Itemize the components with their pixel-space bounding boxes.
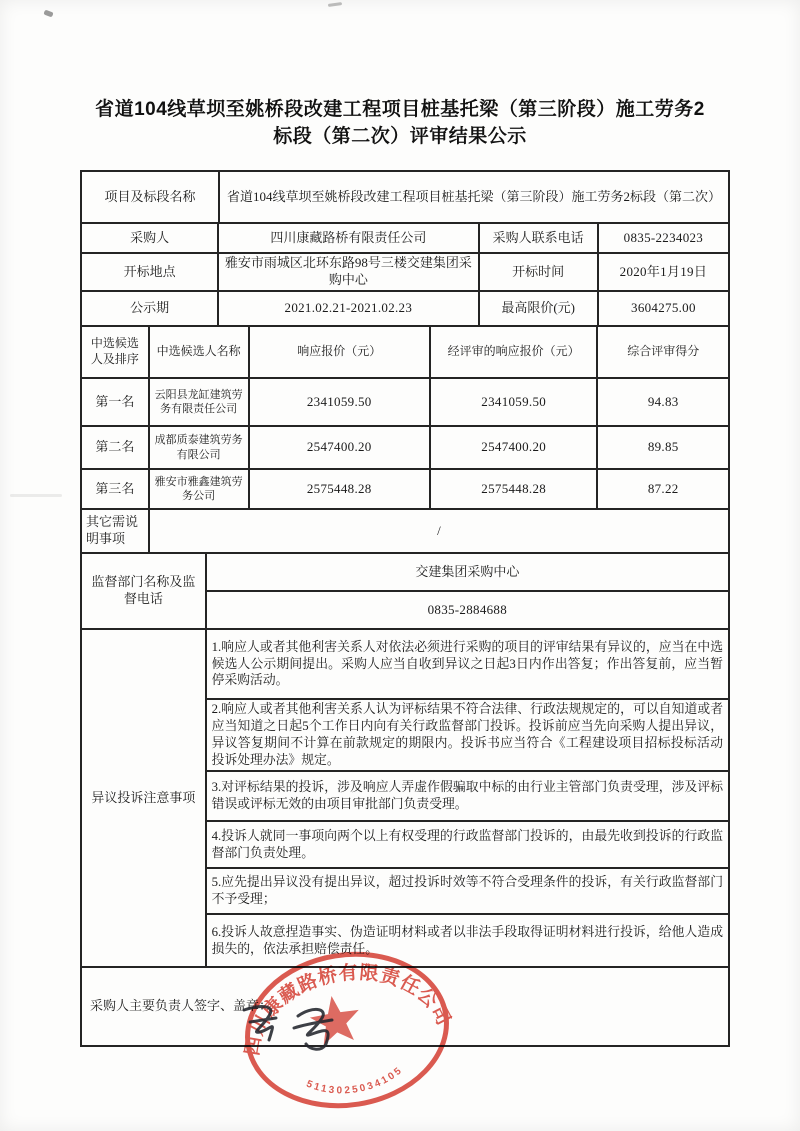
candidate-rank: 第二名	[82, 427, 150, 468]
candidate-name: 雅安市雅鑫建筑劳务公司	[150, 470, 250, 508]
supervision-label: 监督部门名称及监督电话	[82, 554, 207, 628]
complaint-item: 5.应先提出异议没有提出异议，超过投诉时效等不符合受理条件的投诉，有关行政监督部门不予受理；	[207, 869, 728, 915]
max-price-value: 3604275.00	[631, 300, 696, 316]
candidate-score: 87.22	[647, 480, 679, 496]
complaint-item: 2.响应人或者其他利害关系人认为评标结果不符合法律、行政法规规定的，可以自知道或者应当知道之日起5个工作日内向有关行政监督部门投诉。投诉前应当先向采购人提出异议，异议答复期间不计算在前款规定的期限内。投诉书应当符合《工程建设项目招标投标活动投诉处理办法》规定。	[207, 700, 728, 772]
supervision-phone: 0835-2884688	[427, 601, 508, 617]
bid-opening-time-label: 开标时间	[480, 254, 599, 290]
candidate-rank: 第三名	[82, 470, 150, 508]
scan-artifact	[43, 10, 53, 18]
candidate-evaluated-price: 2341059.50	[431, 379, 598, 425]
candidate-price: 2547400.20	[250, 427, 431, 468]
seal-number-text: 5113025034105	[304, 1064, 406, 1097]
other-notes-label: 其它需说明事项	[82, 510, 150, 552]
purchaser-value: 四川康藏路桥有限责任公司	[219, 224, 479, 252]
project-value: 省道104线草坝至姚桥段改建工程项目桩基托梁（第三阶段）施工劳务2标段（第二次）	[226, 188, 721, 204]
candidate-price: 2575448.28	[250, 470, 431, 508]
complaint-label: 异议投诉注意事项	[82, 630, 207, 966]
candidate-score: 94.83	[647, 393, 679, 409]
table-row-other-notes	[82, 510, 728, 554]
candidate-price: 2341059.50	[250, 379, 431, 425]
candidate-row	[82, 379, 728, 427]
supervision-values	[207, 554, 728, 628]
publicity-label: 公示期	[82, 292, 219, 325]
signature-label: 采购人主要负责人签字、盖章：	[90, 998, 273, 1014]
table-row-bid-opening	[82, 254, 728, 292]
svg-text:5113025034105	[303, 1063, 408, 1103]
supervision-department: 交建集团采购中心	[207, 554, 728, 592]
page-title-line2: 标段（第二次）评审结果公示	[273, 125, 527, 147]
seal-company-text: 四川康藏路桥有限责任公司	[241, 962, 455, 1058]
header-evaluated-price: 经评审的响应报价（元）	[431, 327, 598, 377]
purchaser-phone-label: 采购人联系电话	[480, 224, 599, 252]
candidate-name: 成都质泰建筑劳务有限公司	[150, 427, 250, 468]
complaint-item: 6.投诉人故意捏造事实、伪造证明材料或者以非法手段取得证明材料进行投诉，给他人造成损失的，依法承担赔偿责任。	[211, 924, 723, 956]
header-name: 中选候选人名称	[150, 327, 250, 377]
candidates-header-row	[82, 327, 728, 379]
candidate-evaluated-price: 2547400.20	[431, 427, 598, 468]
candidate-evaluated-price: 2575448.28	[431, 470, 598, 508]
purchaser-phone-value: 0835-2234023	[623, 229, 704, 245]
announcement-table	[80, 170, 730, 1047]
candidate-score: 89.85	[647, 439, 679, 455]
scan-artifact	[328, 2, 342, 7]
complaint-item: 3.对评标结果的投诉，涉及响应人弄虚作假骗取中标的由行业主管部门负责受理，涉及评标错误或评标无效的由项目审批部门负责受理。	[207, 772, 728, 822]
scan-artifact	[10, 494, 62, 497]
candidate-name: 云阳县龙缸建筑劳务有限责任公司	[150, 379, 250, 425]
header-price: 响应报价（元）	[250, 327, 431, 377]
table-row-publicity	[82, 292, 728, 327]
candidate-rank: 第一名	[82, 379, 150, 425]
bid-opening-place-label: 开标地点	[82, 254, 219, 290]
table-row-complaint	[82, 630, 728, 968]
page-title-line1: 省道104线草坝至姚桥段改建工程项目桩基托梁（第三阶段）施工劳务2	[95, 99, 705, 120]
bid-opening-place-value: 雅安市雨城区北环东路98号三楼交建集团采购中心	[219, 254, 479, 290]
table-row-project	[82, 172, 728, 224]
handwritten-signature	[236, 988, 366, 1060]
complaint-item: 1.响应人或者其他利害关系人对依法必须进行采购的项目的评审结果有异议的，应当在中选候选人公示期间提出。采购人应当自收到异议之日起3日内作出答复；作出答复前，应当暂停采购活动。	[207, 630, 728, 700]
max-price-label: 最高限价(元)	[480, 292, 599, 325]
candidate-row	[82, 427, 728, 470]
complaint-items	[207, 630, 728, 966]
complaint-item: 4.投诉人就同一事项向两个以上有权受理的行政监督部门投诉的，由最先收到投诉的行政监督部门负责处理。	[207, 822, 728, 869]
table-row-purchaser	[82, 224, 728, 254]
bid-opening-time-value: 2020年1月19日	[619, 263, 708, 279]
header-score: 综合评审得分	[627, 344, 700, 359]
other-notes-value: /	[437, 522, 441, 538]
page-title	[0, 97, 800, 151]
publicity-value: 2021.02.21-2021.02.23	[219, 292, 479, 325]
project-label: 项目及标段名称	[82, 172, 220, 222]
table-row-supervision	[82, 554, 728, 630]
candidate-row	[82, 470, 728, 510]
header-rank: 中选候选人及排序	[82, 327, 150, 377]
purchaser-label: 采购人	[82, 224, 219, 252]
